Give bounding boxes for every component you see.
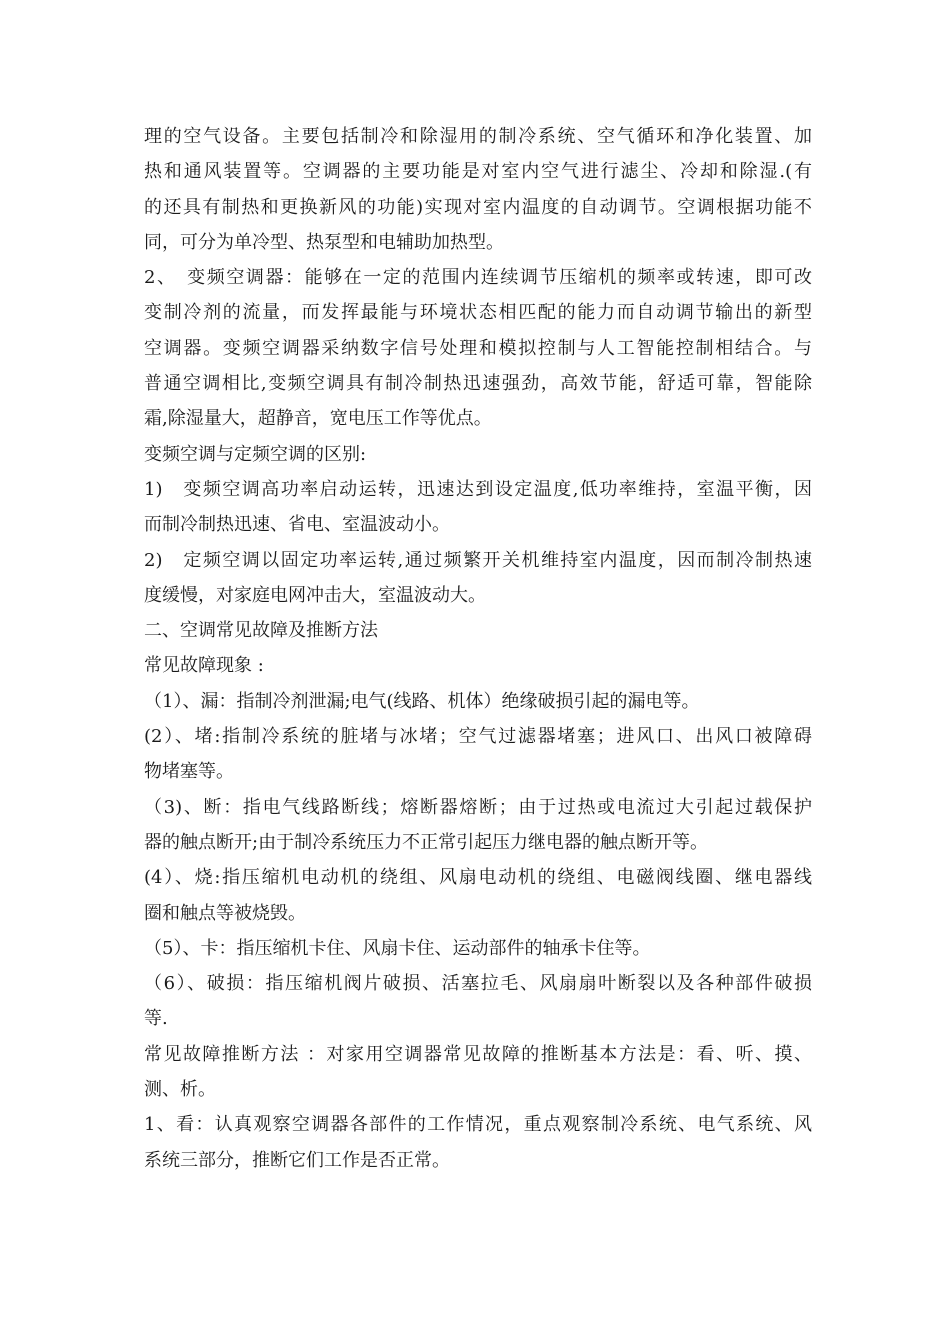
text-line: 测、析。 <box>144 1079 216 1101</box>
text-line: 理的空气设备。主要包括制冷和除湿用的制冷系统、空气循环和净化装置、加 <box>144 126 812 147</box>
text-line: 常见故障推断方法 ：对家用空调器常见故障的推断基本方法是：看、听、摸、 <box>144 1043 812 1065</box>
document-page <box>144 119 812 1178</box>
text-line: 的还具有制热和更换新风的功能)实现对室内温度的自动调节。空调根据功能不 <box>144 196 812 218</box>
text-line: 同，可分为单冷型、热泵型和电辅助加热型。 <box>144 231 504 253</box>
text-line: 变制冷剂的流量，而发挥最能与环境状态相匹配的能力而自动调节输出的新型 <box>144 302 812 324</box>
text-line: （6）、破损：指压缩机阀片破损、活塞拉毛、风扇扇叶断裂以及各种部件破损 <box>144 973 812 995</box>
text-line: 圈和触点等被烧毁。 <box>144 902 306 924</box>
text-line: （1）、漏：指制冷剂泄漏;电气(线路、机体）绝缘破损引起的漏电等。 <box>144 690 700 712</box>
text-line: 2、 变频空调器：能够在一定的范围内连续调节压缩机的频率或转速，即可改 <box>144 267 812 289</box>
text-line: 而制冷制热迅速、省电、室温波动小。 <box>144 514 450 536</box>
text-line: 1、看：认真观察空调器各部件的工作情况，重点观察制冷系统、电气系统、风 <box>144 1114 812 1136</box>
text-line: 热和通风装置等。空调器的主要功能是对室内空气进行滤尘、冷却和除湿.(有 <box>144 161 812 183</box>
text-line: (4）、烧:指压缩机电动机的绕组、风扇电动机的绕组、电磁阀线圈、继电器线 <box>144 867 812 889</box>
text-line: 等. <box>144 1008 168 1030</box>
text-line: 变频空调与定频空调的区别: <box>144 443 367 465</box>
text-line: 普通空调相比,变频空调具有制冷制热迅速强劲，高效节能，舒适可靠，智能除 <box>144 373 812 395</box>
text-line: 1) 变频空调高功率启动运转，迅速达到设定温度,低功率维持，室温平衡，因 <box>144 478 812 500</box>
text-line: 度缓慢，对家庭电网冲击大，室温波动大。 <box>144 584 486 606</box>
text-line: 空调器。变频空调器采纳数字信号处理和模拟控制与人工智能控制相结合。与 <box>144 337 812 359</box>
document-body <box>144 119 812 1178</box>
text-line: 系统三部分，推断它们工作是否正常。 <box>144 1149 450 1171</box>
text-line: 霜,除湿量大，超静音，宽电压工作等优点。 <box>144 408 492 430</box>
text-line: 物堵塞等。 <box>144 761 234 783</box>
text-line: 二、空调常见故障及推断方法 <box>144 620 378 642</box>
text-line: (2）、堵:指制冷系统的脏堵与冰堵；空气过滤器堵塞；进风口、出风口被障碍 <box>144 726 812 748</box>
text-line: （3)、断：指电气线路断线；熔断器熔断；由于过热或电流过大引起过载保护 <box>144 796 812 818</box>
text-line: 2) 定频空调以固定功率运转,通过频繁开关机维持室内温度，因而制冷制热速 <box>144 549 812 571</box>
text-line: 常见故障现象 : <box>144 655 264 677</box>
text-line: 器的触点断开;由于制冷系统压力不正常引起压力继电器的触点断开等。 <box>144 831 709 853</box>
text-line: （5）、卡：指压缩机卡住、风扇卡住、运动部件的轴承卡住等。 <box>144 937 651 959</box>
